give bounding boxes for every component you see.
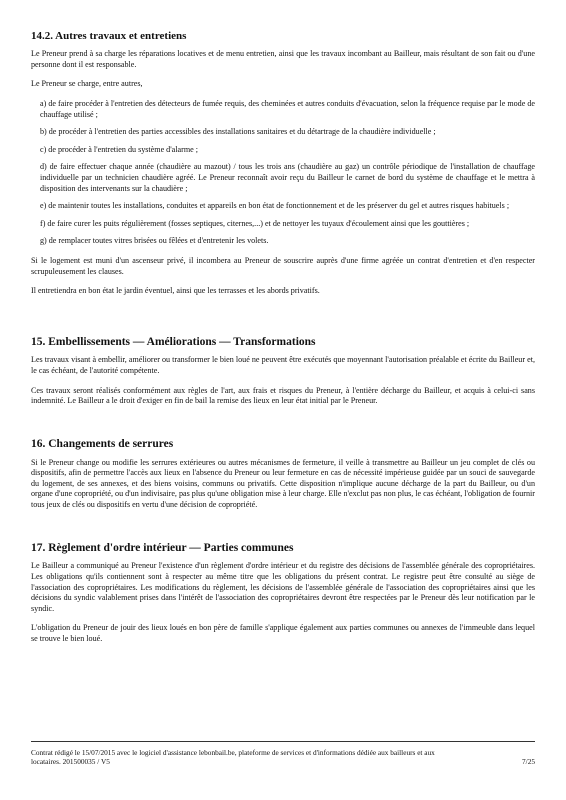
section-spacer [31,306,535,336]
section-14-2-list [40,99,535,247]
footer-line-2: locataires. 201500035 / V5 [31,757,110,767]
section-17-title: 17. Règlement d'ordre intérieur — Parties communes [31,541,294,554]
section-14-2-paragraph-3: Si le logement est muni d'un ascenseur privé, il incombera au Preneur de souscrire auprès d'une firme agréée un contrat d'entretien et d'en respecter scrupuleusement les clauses. [31,255,535,276]
section-14-2-paragraph-1: Le Preneur prend à sa charge les réparations locatives et de menu entretien, ainsi que les travaux incombant au Bailleur, mais résultant de son fait ou d'une personne dont il est responsable. [31,49,535,69]
list-item-d: d) de faire effectuer chaque année (chaudière au mazout) / tous les trois ans (chaudière au gaz) un contrôle périodique de l'installation de chauffage individuelle par un technicien chaudière agréé. Le Preneur reconnaît avoir reçu du Bailleur le carnet de bord du système de chauffage et le mettra à disposition des intervenants sur la chaudière ; [40,162,535,193]
section-14-2-paragraph-2: Le Preneur se charge, entre autres, [31,79,143,89]
section-16-paragraph-1: Si le Preneur change ou modifie les serrures extérieures ou autres mécanismes de fermeture, il veille à transmettre au Bailleur un jeu complet de clés ou dispositifs, afin de permettre l'accès aux lieux en l'absence du Preneur ou leur fermeture en cas de nécessité impérieuse guidée par un souci de sauvegarde du logement, de ses annexes, et des biens voisins, communs ou privatifs. Cette disposition n'implique aucune décharge de la part du Bailleur, ou d'un organe d'une copropriété, ou d'un indivisaire, pas plus qu'une obligation mise à leur charge. Elle n'exclut pas non plus, le cas échéant, l'obligation de fournir tous jeux de clés ou dispositifs en vertu d'une décision de copropriété. [31,457,535,510]
page-content [31,30,535,654]
footer-line-1: Contrat rédigé le 15/07/2015 avec le logiciel d'assistance lebonbail.be, plateforme de services et d'informations dédiée aux bailleurs et aux [31,748,435,757]
section-spacer [31,520,535,542]
list-item-b: b) de procéder à l'entretien des parties accessibles des installations sanitaires et du détartrage de la chaudière individuelle ; [40,127,436,137]
list-item-c: c) de procéder à l'entretien du système d'alarme ; [40,144,198,154]
section-17-paragraph-1: Le Bailleur a communiqué au Preneur l'existence d'un règlement d'ordre intérieur et du registre des décisions de l'assemblée générale des copropriétaires. Les obligations qu'ils contiennent sont à respecter au même titre que les obligations du présent contrat. Le registre peut être consulté au siège de l'association des copropriétaires. Les modifications du règlement, les décisions de l'assemblée générale de l'association des copropriétaires ainsi que les décisions du syndic valablement prises dans l'intérêt de l'association des copropriétaires devront être respectées par le Preneur dès leur notification par le syndic. [31,561,535,613]
section-14-2-paragraph-4: Il entretiendra en bon état le jardin éventuel, ainsi que les terrasses et les abords privatifs. [31,286,320,296]
list-item-g: g) de remplacer toutes vitres brisées ou fêlées et d'entretenir les volets. [40,236,269,246]
section-15-paragraph-2: Ces travaux seront réalisés conformément aux règles de l'art, aux frais et risques du Preneur, à l'entière décharge du Bailleur, et acquis à celui-ci sans indemnité. Le Bailleur a le droit d'exiger en fin de bail la remise des lieux en leur état initial par le Preneur. [31,385,535,406]
list-item-f: f) de faire curer les puits régulièrement (fosses septiques, citernes,...) et de nettoyer les tuyaux d'écoulement ainsi que les gouttières ; [40,218,470,228]
section-15-paragraph-1: Les travaux visant à embellir, améliorer ou transformer le bien loué ne peuvent être exécutés que moyennant l'autorisation préalable et écrite du Bailleur et, le cas échéant, de l'autorité compétente. [31,355,535,376]
page-number: 7/25 [522,757,535,767]
section-16-title: 16. Changements de serrures [31,437,174,450]
section-spacer [31,416,535,438]
section-15-title: 15. Embellissements — Améliorations — Transformations [31,335,316,348]
list-item-e: e) de maintenir toutes les installations, conduites et appareils en bon état de fonctionnement et de les préserver du gel et autres risques habituels ; [40,201,510,211]
list-item-a: a) de faire procéder à l'entretien des détecteurs de fumée requis, des cheminées et autres conduits d'évacuation, selon la fréquence requise par le mode de chauffage utilisé ; [40,98,535,119]
page-footer [31,741,535,766]
footer-row [31,757,535,766]
section-17-paragraph-2: L'obligation du Preneur de jouir des lieux loués en bon père de famille s'applique également aux parties communes ou annexes de l'immeuble dans lequel se trouve le bien loué. [31,623,535,643]
section-14-2-title: 14.2. Autres travaux et entretiens [31,30,187,42]
